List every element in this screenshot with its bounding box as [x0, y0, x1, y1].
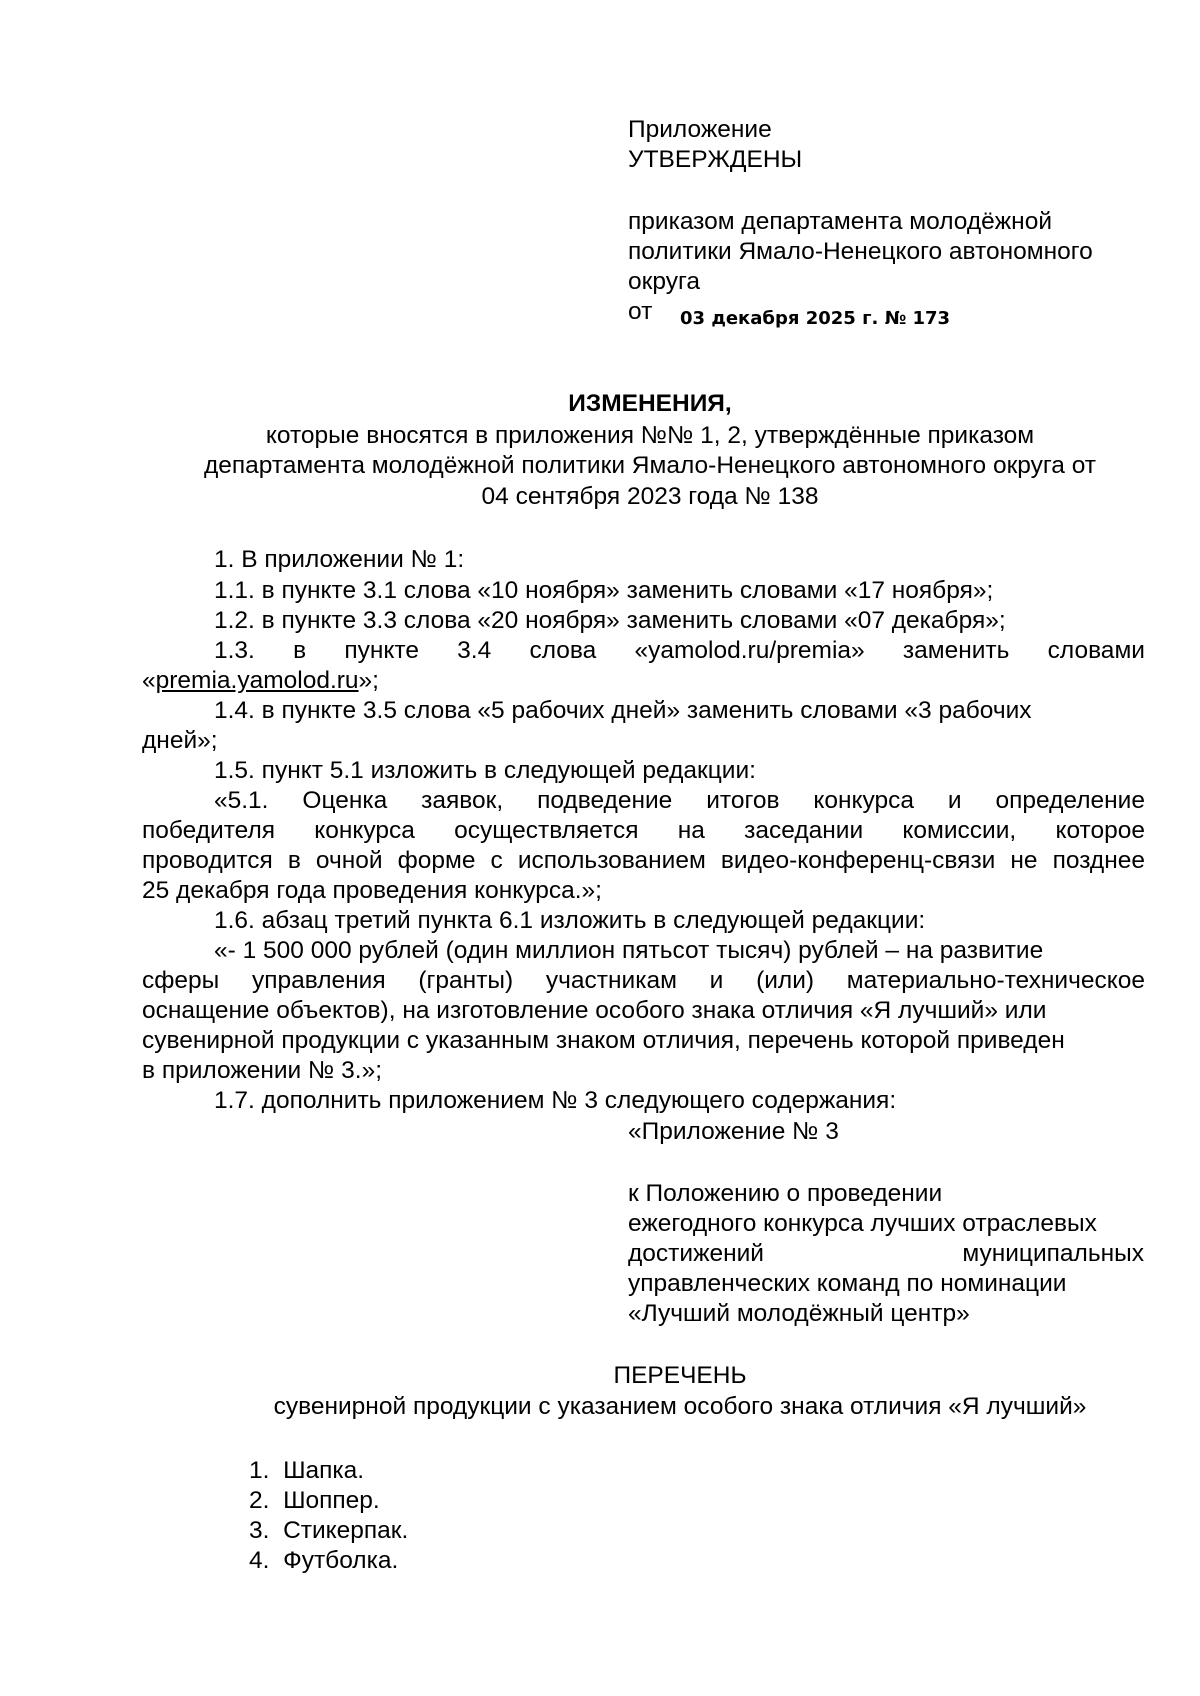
paragraph-1-4-cont: дней»; [142, 727, 218, 754]
paragraph-1-6: 1.6. абзац третий пункта 6.1 изложить в следующей редакции: [214, 907, 926, 934]
from-label: от [628, 298, 653, 325]
paragraph-1: 1. В приложении № 1: [214, 546, 465, 573]
quote-line: «- 1 500 000 рублей (один миллион пятьсот тысяч) рублей – на развитие [214, 937, 1044, 964]
list-item-text: Стикерпак. [283, 1517, 409, 1544]
paragraph-1-4: 1.4. в пункте 3.5 слова «5 рабочих дней» заменить словами «3 рабочих [214, 697, 1032, 724]
appendix-label: Приложение [628, 116, 772, 143]
word: 3.4 [457, 637, 492, 664]
list-item [249, 1517, 408, 1545]
word: слова [529, 637, 597, 664]
quote-line: в приложении № 3.»; [142, 1057, 382, 1084]
subtitle-line: департамента молодёжной политики Ямало-Ненецкого автономного округа от [203, 452, 1097, 479]
list-item [249, 1547, 398, 1575]
order-date-number: 03 декабря 2025 г. № 173 [680, 308, 951, 329]
list-item-number: 2. [249, 1487, 270, 1514]
paragraph-1-1: 1.1. в пункте 3.1 слова «10 ноября» заменить словами «17 ноября»; [214, 577, 994, 604]
paragraph-1-7: 1.7. дополнить приложением № 3 следующего содержания: [214, 1087, 897, 1114]
list-item [249, 1457, 364, 1485]
list-item-text: Шоппер. [283, 1487, 380, 1514]
approved-label: УТВЕРЖДЕНЫ [628, 146, 803, 173]
order-line: приказом департамента молодёжной [628, 208, 1053, 235]
word: заменить [902, 637, 1010, 664]
quote-line: победителя конкурса осуществляется на заседании комиссии, которое [142, 817, 1145, 844]
document-title: ИЗМЕНЕНИЯ, [568, 390, 732, 417]
word: «yamolod.ru/premia» [634, 637, 865, 664]
list-heading: ПЕРЕЧЕНЬ [613, 1362, 747, 1389]
paragraph-1-5: 1.5. пункт 5.1 изложить в следующей редакции: [214, 757, 756, 784]
quote-line: «5.1. Оценка заявок, подведение итогов конкурса и определение [214, 787, 1145, 814]
paragraph-1-2: 1.2. в пункте 3.3 слова «20 ноября» заменить словами «07 декабря»; [214, 607, 1006, 634]
word: в [293, 637, 307, 664]
word: словами [1047, 637, 1145, 664]
annex3-line: «Лучший молодёжный центр» [628, 1300, 970, 1327]
quote-line: сувенирной продукции с указанным знаком отличия, перечень которой приведен [142, 1027, 1065, 1054]
list-item [249, 1487, 380, 1515]
list-subheading: сувенирной продукции с указанием особого знака отличия «Я лучший» [273, 1393, 1087, 1420]
quote-line: оснащение объектов), на изготовление особого знака отличия «Я лучший» или [142, 997, 1047, 1024]
list-item-number: 3. [249, 1517, 270, 1544]
paragraph-1-3-line2 [142, 667, 379, 695]
quote-line: проводится в очной форме с использованием видео-конференц-связи не позднее [142, 847, 1145, 874]
annex3-title: «Приложение № 3 [628, 1118, 839, 1145]
annex3-line: к Положению о проведении [628, 1180, 943, 1207]
order-line: политики Ямало-Ненецкого автономного [628, 238, 1093, 265]
list-item-number: 4. [249, 1547, 270, 1574]
quote-line: сферы управления (гранты) участникам и (или) материально-техническое [142, 967, 1145, 994]
subtitle-line: 04 сентября 2023 года № 138 [481, 483, 819, 510]
annex3-line: управленческих команд по номинации [628, 1270, 1067, 1297]
word: 1.3. [214, 637, 255, 664]
list-item-number: 1. [249, 1457, 270, 1484]
subtitle-line: которые вносятся в приложения №№ 1, 2, утверждённые приказом [265, 422, 1035, 449]
premia-link[interactable]: premia.yamolod.ru [155, 667, 359, 694]
word: пункте [344, 637, 419, 664]
order-line: округа [628, 268, 700, 295]
annex3-line: ежегодного конкурса лучших отраслевых [628, 1210, 1097, 1237]
paragraph-1-3-line1 [214, 637, 1145, 665]
list-item-text: Шапка. [283, 1457, 365, 1484]
quote-line: 25 декабря года проведения конкурса.»; [142, 877, 602, 904]
annex3-line: достижений муниципальных [628, 1240, 1144, 1267]
quote-close: »; [358, 667, 379, 694]
quote-open: « [142, 667, 156, 694]
list-item-text: Футболка. [283, 1547, 399, 1574]
